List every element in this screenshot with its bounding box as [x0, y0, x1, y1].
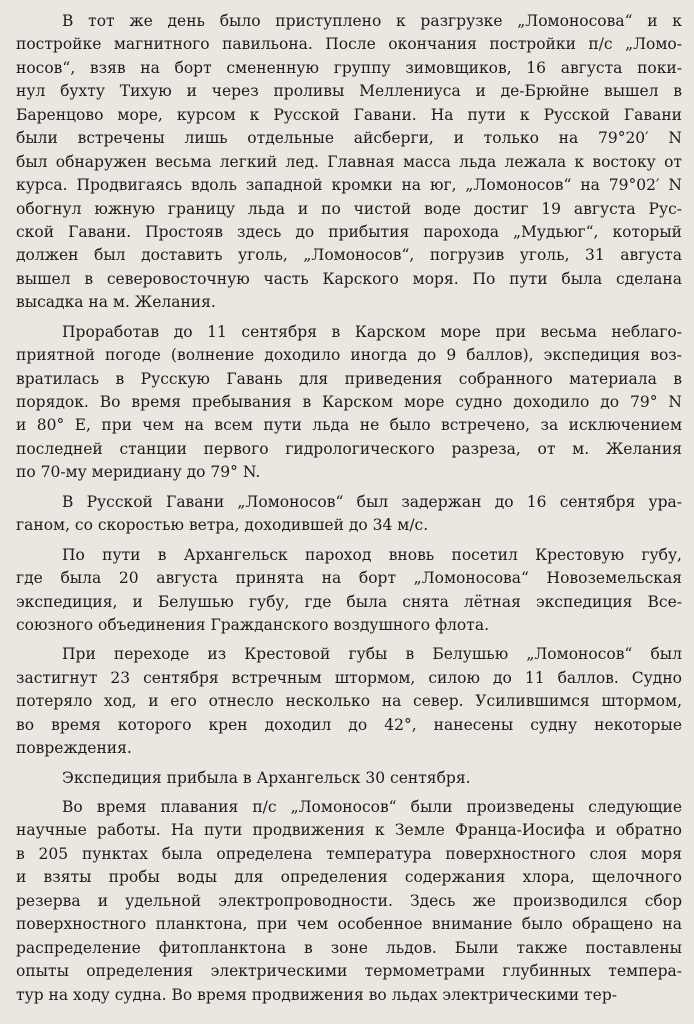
text-line: При переходе из Крестовой губы в Белушью „Ломоносов“ был [62, 645, 682, 664]
text-line: В Русской Гавани „Ломоносов“ был задержан до 16 сентября ура- [62, 492, 682, 511]
text-line: последней станции первого гидрологического разреза, от м. Желания [16, 439, 682, 458]
text-line: поверхностного планктона, при чем особенное внимание было обращено на [16, 915, 682, 934]
text-line: где была 20 августа принята на борт „Ломоносова“ Новоземельская [16, 569, 682, 588]
text-line: по 70-му меридиану до 79° N. [16, 463, 261, 482]
text-line: опыты определения электрическими термометрами глубинных темпера- [16, 962, 682, 981]
text-line: научные работы. На пути продвижения к Земле Франца-Иосифа и обратно [16, 821, 682, 840]
paragraph [16, 321, 682, 485]
text-line: ганом, со скоростью ветра, доходившей до 34 м/с. [16, 516, 429, 535]
text-line: По пути в Архангельск пароход вновь посетил Крестовую губу, [62, 545, 682, 564]
paragraph [16, 767, 682, 790]
text-line: были встречены лишь отдельные айсберги, и только на 79°20′ N [16, 129, 682, 148]
text-line: приятной погоде (волнение доходило иногда до 9 баллов), экспедиция воз- [16, 346, 682, 365]
text-line: потеряло ход, и его отнесло несколько на север. Усилившимся штормом, [16, 692, 682, 711]
text-line: Баренцово море, курсом к Русской Гавани. На пути к Русской Гавани [16, 105, 682, 124]
text-line: в 205 пунктах была определена температура поверхностного слоя моря [16, 844, 682, 863]
text-line: вышел в северовосточную часть Карского моря. По пути была сделана [16, 269, 682, 288]
paragraph [16, 544, 682, 638]
text-line: нул бухту Тихую и через проливы Меллениуса и де-Брюйне вышел в [16, 82, 682, 101]
text-line: В тот же день было приступлено к разгрузке „Ломоносова“ и к [62, 12, 682, 30]
text-line: тур на ходу судна. Во время продвижения во льдах электрическими тер- [16, 985, 617, 1004]
text-line: высадка на м. Желания. [16, 293, 216, 312]
text-line: Экспедиция прибыла в Архангельск 30 сентября. [62, 768, 471, 787]
paragraph [16, 643, 682, 760]
text-line: застигнут 23 сентября встречным штормом, силою до 11 баллов. Судно [16, 668, 682, 687]
text-line: порядок. Во время пребывания в Карском море судно доходило до 79° N [16, 393, 682, 411]
text-line: резерва и удельной электропроводности. Здесь же производился сбор [16, 891, 682, 910]
text-line: распределение фитопланктона в зоне льдов. Были также поставлены [16, 938, 682, 957]
text-line: носов“, взяв на борт смененную группу зимовщиков, 16 августа поки- [16, 58, 682, 77]
text-line: ской Гавани. Простояв здесь до прибытия парохода „Мудьюг“, который [16, 222, 682, 241]
text-line: во время которого крен доходил до 42°, нанесены судну некоторые [16, 715, 682, 734]
text-line: обогнул южную границу льда и по чистой воде достиг 19 августа Рус- [16, 199, 682, 218]
text-line: вратилась в Русскую Гавань для приведения собранного материала в [16, 369, 682, 388]
text-line: и взяты пробы воды для определения содержания хлора, щелочного [16, 868, 682, 887]
text-line: постройке магнитного павильона. После окончания постройки п/с „Ломо- [16, 35, 682, 54]
paragraph [16, 796, 682, 1007]
text-line: и 80° E, при чем на всем пути льда не было встречено, за исключением [16, 416, 682, 435]
paragraph [16, 491, 682, 538]
text-line: союзного объединения Гражданского воздушного флота. [16, 615, 490, 634]
text-line: Проработав до 11 сентября в Карском море при весьма неблаго- [62, 322, 682, 341]
article-body [16, 10, 682, 1007]
text-line: повреждения. [16, 739, 132, 758]
text-line: курса. Продвигаясь вдоль западной кромки на юг, „Ломоносов“ на 79°02′ N [16, 176, 682, 195]
paragraph [16, 10, 682, 315]
text-line: экспедиция, и Белушью губу, где была снята лётная экспедиция Все- [16, 592, 682, 611]
text-line: был обнаружен весьма легкий лед. Главная масса льда лежала к востоку от [16, 152, 682, 171]
text-line: Во время плавания п/с „Ломоносов“ были произведены следующие [62, 798, 682, 816]
text-line: должен был доставить уголь, „Ломоносов“, погрузив уголь, 31 августа [16, 246, 682, 265]
